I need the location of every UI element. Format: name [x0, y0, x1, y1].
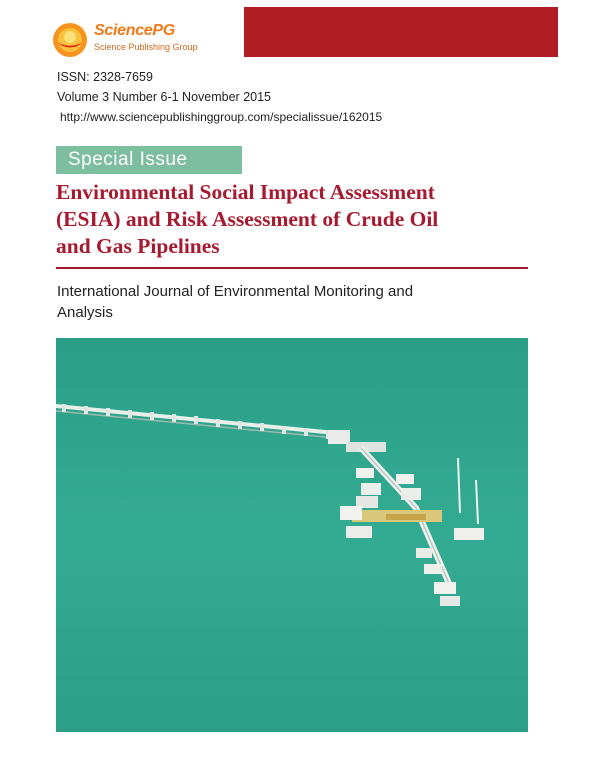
title-line: (ESIA) and Risk Assessment of Crude Oil	[56, 207, 439, 231]
publisher-subtitle: Science Publishing Group	[94, 42, 198, 52]
journal-line: International Journal of Environmental Monitoring and	[57, 283, 414, 300]
publisher-logo	[52, 20, 202, 60]
issn: ISSN: 2328-7659	[57, 70, 153, 84]
header-banner	[244, 7, 558, 57]
title-line: Environmental Social Impact Assessment	[56, 180, 435, 204]
title-line: and Gas Pipelines	[56, 234, 220, 258]
cover-photo	[56, 338, 528, 732]
journal-line: Analysis	[57, 304, 113, 321]
special-issue-badge: Special Issue	[56, 146, 242, 174]
publisher-logo-icon	[52, 22, 88, 58]
offshore-terminal-image	[56, 338, 528, 732]
title-divider	[56, 267, 528, 269]
journal-name	[57, 281, 527, 323]
issue-title	[56, 179, 536, 260]
issue-url[interactable]: http://www.sciencepublishinggroup.com/specialissue/162015	[60, 110, 383, 124]
volume-info: Volume 3 Number 6-1 November 2015	[57, 90, 272, 104]
publisher-name: SciencePG	[94, 22, 175, 39]
